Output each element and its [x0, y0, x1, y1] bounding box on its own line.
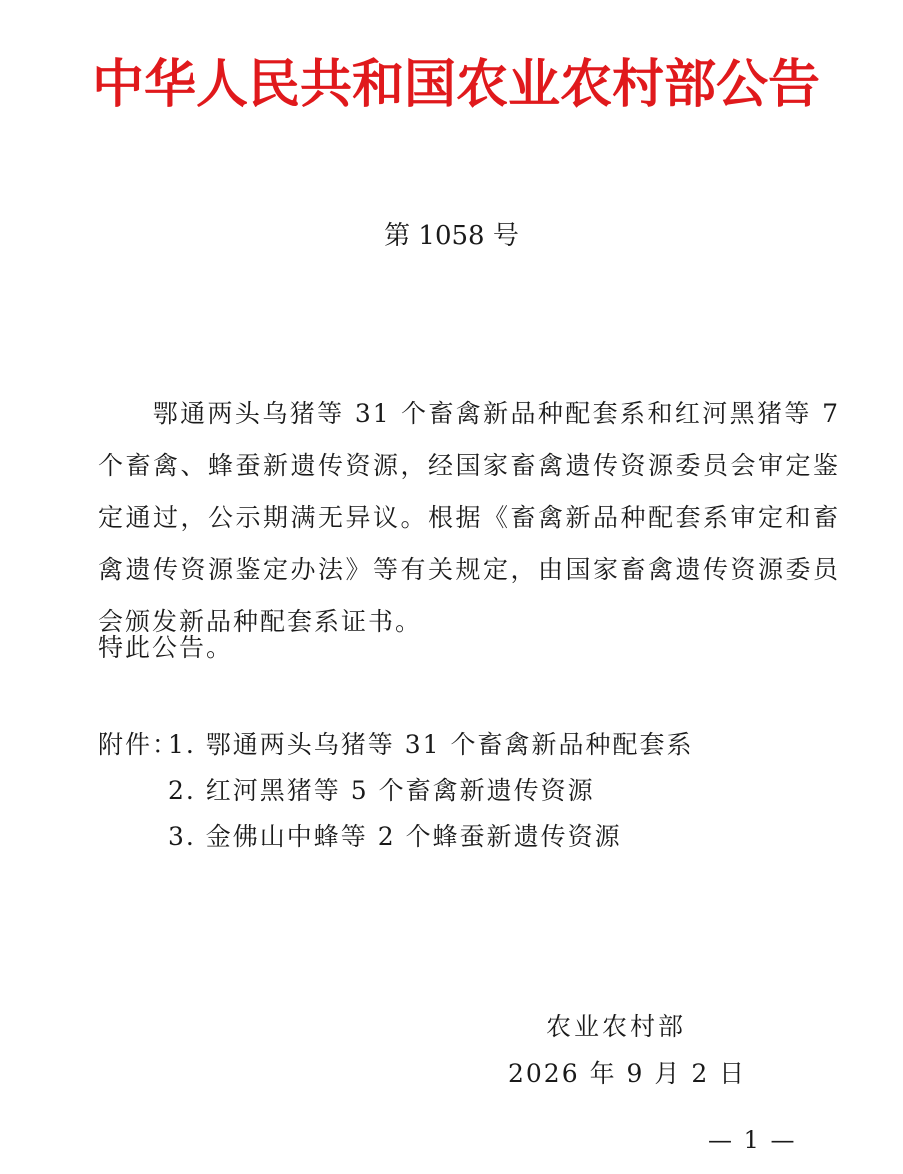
signature-organization: 农业农村部: [546, 1012, 687, 1041]
attachments-label: 附件：: [98, 730, 180, 759]
attachment-item: 1. 鄂通两头乌猪等 31 个畜禽新品种配套系: [168, 730, 694, 759]
document-number: 第 1058 号: [384, 221, 519, 251]
attachments-list: [98, 722, 694, 860]
attachment-item: 3. 金佛山中蜂等 2 个蜂蚕新遗传资源: [168, 822, 622, 851]
attachment-item: 2. 红河黑猪等 5 个畜禽新遗传资源: [168, 776, 595, 805]
announce-text: 特此公告。: [98, 633, 234, 662]
body-paragraph-text: 鄂通两头乌猪等 31 个畜禽新品种配套系和红河黑猪等 7 个畜禽、蜂蚕新遗传资源，经国家畜禽遗传资源委员会审定鉴定通过，公示期满无异议。根据《畜禽新品种配套系审定和畜禽遗传资源鉴定办法》等有关规定，由国家畜禽遗传资源委员会颁发新品种配套系证书。: [98, 399, 840, 636]
document-title: 中华人民共和国农业农村部公告: [92, 54, 821, 115]
page-number: — 1 —: [708, 1126, 797, 1154]
body-paragraph: [98, 388, 840, 648]
signature-date: 2026 年 9 月 2 日: [508, 1059, 747, 1088]
